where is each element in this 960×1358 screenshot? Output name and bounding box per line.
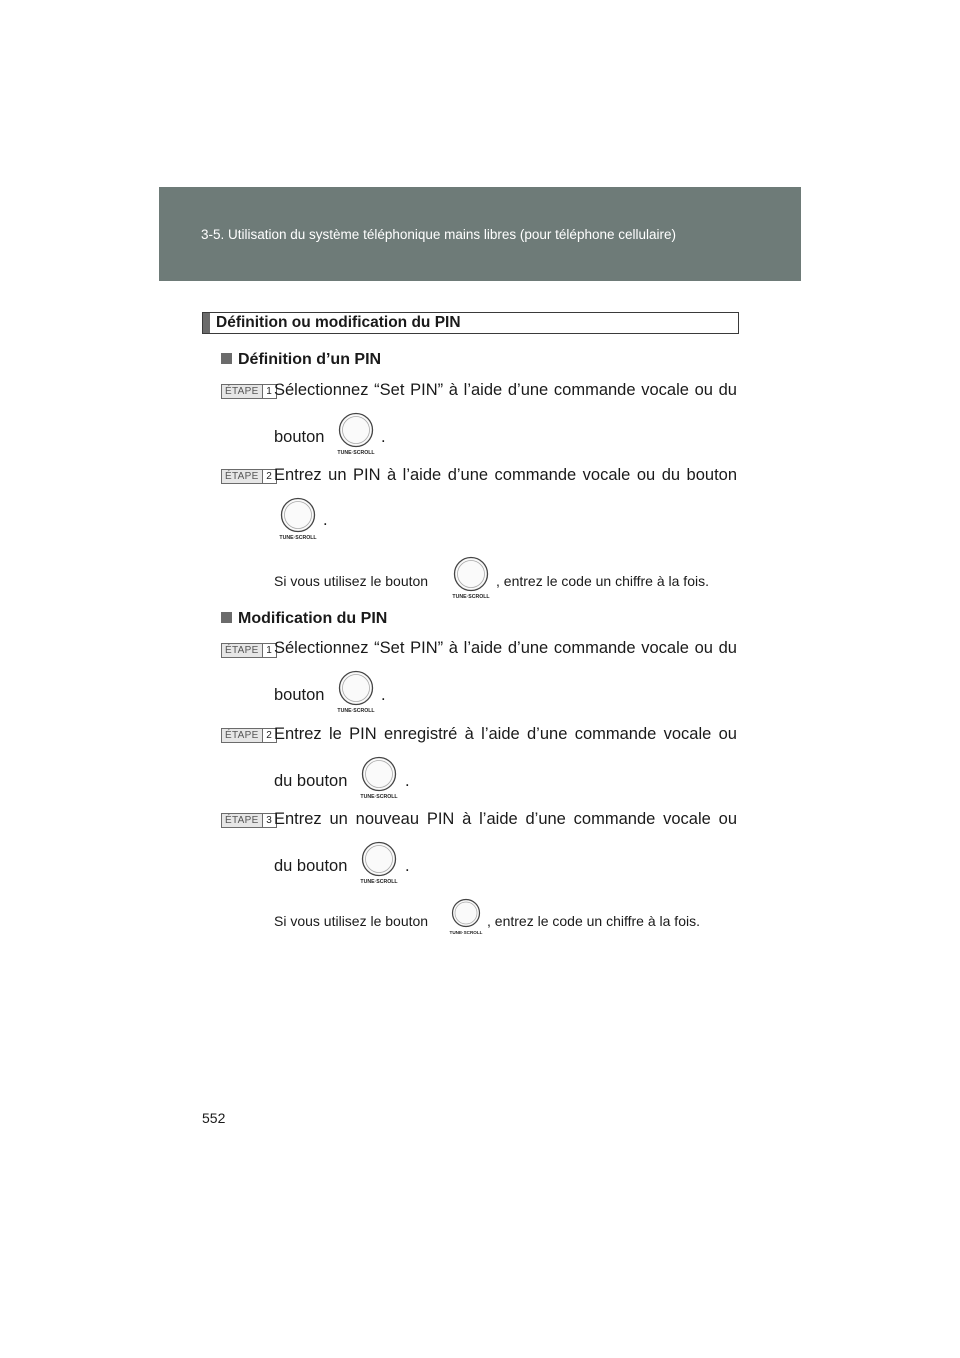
- chapter-title: 3-5. Utilisation du système téléphonique mains libres (pour téléphone cellulaire): [201, 227, 677, 242]
- step-text-period: .: [323, 511, 328, 529]
- subheading-define-pin: Définition d’un PIN: [221, 351, 381, 369]
- step-text: Entrez un PIN à l’aide d’une commande vocale ou du bouton: [274, 466, 737, 484]
- section-heading-box: [202, 312, 739, 334]
- step-text-period: .: [405, 857, 410, 875]
- page-number: 552: [202, 1110, 226, 1126]
- tune-scroll-knob-icon: [276, 497, 320, 541]
- step-badge: ÉTAPE 1: [221, 643, 277, 658]
- note-text: , entrez le code un chiffre à la fois.: [487, 913, 700, 929]
- step-text-period: .: [381, 686, 386, 704]
- step-badge: ÉTAPE 3: [221, 813, 277, 828]
- step-text-continued: du bouton: [274, 857, 348, 875]
- svg-text:TUNE·SCROLL: TUNE·SCROLL: [337, 450, 375, 456]
- step-text-period: .: [405, 772, 410, 790]
- svg-text:TUNE·SCROLL: TUNE·SCROLL: [337, 708, 375, 714]
- step-text-continued: bouton: [274, 686, 325, 704]
- square-bullet-icon: [221, 612, 232, 623]
- step-badge: ÉTAPE 2: [221, 728, 277, 743]
- step-text-continued: bouton: [274, 428, 325, 446]
- step-text: Entrez un nouveau PIN à l’aide d’une commande vocale ou: [274, 810, 737, 828]
- section-heading-bar: [203, 313, 210, 333]
- step-badge: ÉTAPE 2: [221, 469, 277, 484]
- tune-scroll-knob-icon: [334, 670, 378, 714]
- note-text: Si vous utilisez le bouton: [274, 913, 429, 929]
- svg-text:TUNE·SCROLL: TUNE·SCROLL: [360, 794, 398, 800]
- tune-scroll-knob-icon: [357, 756, 401, 800]
- section-title: Définition ou modification du PIN: [216, 314, 461, 331]
- step-badge: ÉTAPE 1: [221, 384, 277, 399]
- step-text-period: .: [381, 428, 386, 446]
- note-text: Si vous utilisez le bouton: [274, 573, 429, 589]
- svg-text:TUNE·SCROLL: TUNE·SCROLL: [360, 879, 398, 885]
- svg-text:TUNE·SCROLL: TUNE·SCROLL: [449, 930, 483, 935]
- step-text: Entrez le PIN enregistré à l’aide d’une commande vocale ou: [274, 725, 737, 743]
- svg-text:TUNE·SCROLL: TUNE·SCROLL: [452, 594, 490, 600]
- note-text: , entrez le code un chiffre à la fois.: [496, 573, 709, 589]
- step-text: Sélectionnez “Set PIN” à l’aide d’une commande vocale ou du: [274, 381, 737, 399]
- square-bullet-icon: [221, 353, 232, 364]
- step-text: Sélectionnez “Set PIN” à l’aide d’une commande vocale ou du: [274, 639, 737, 657]
- chapter-header: [159, 187, 801, 281]
- tune-scroll-knob-icon: [445, 898, 487, 938]
- svg-text:TUNE·SCROLL: TUNE·SCROLL: [279, 535, 317, 541]
- step-text-continued: du bouton: [274, 772, 348, 790]
- tune-scroll-knob-icon: [334, 412, 378, 456]
- subheading-modify-pin: Modification du PIN: [221, 610, 387, 628]
- tune-scroll-knob-icon: [449, 556, 493, 600]
- tune-scroll-knob-icon: [357, 841, 401, 885]
